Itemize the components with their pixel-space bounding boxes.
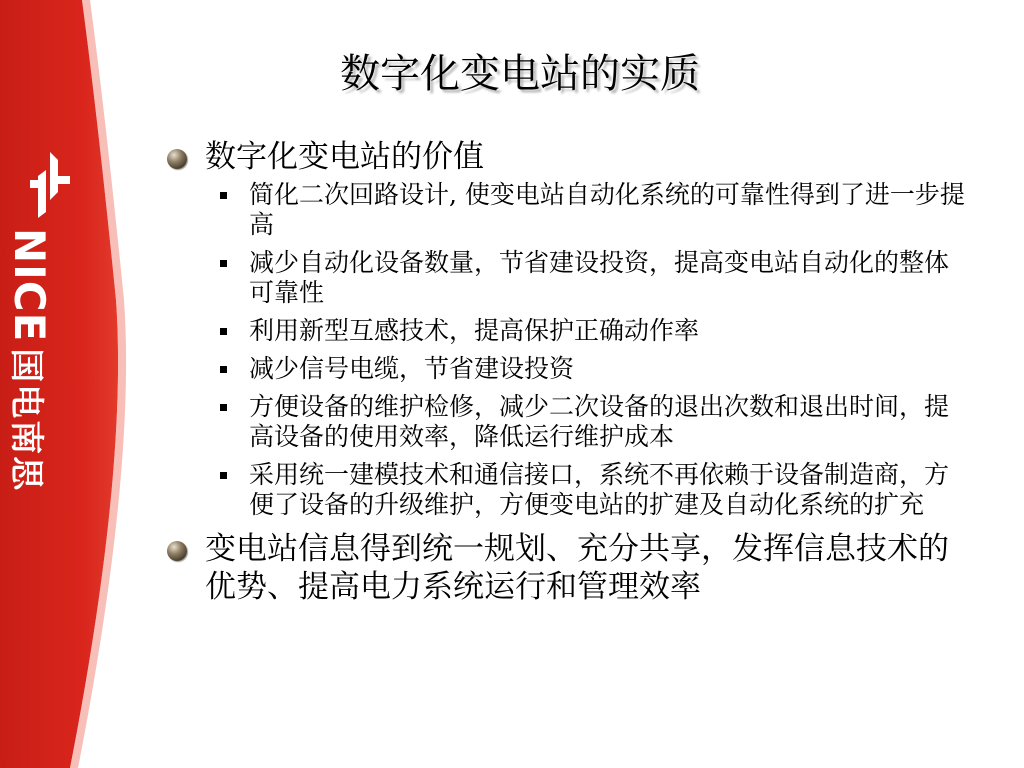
sub-bullet-item bbox=[205, 316, 965, 346]
logo-latin-text: NICE bbox=[5, 228, 54, 343]
sub-bullet-text: 简化二次回路设计, 使变电站自动化系统的可靠性得到了进一步提高 bbox=[249, 180, 965, 239]
sphere-bullet-icon bbox=[167, 149, 187, 169]
main-bullet-text: 数字化变电站的价值 bbox=[205, 139, 484, 175]
square-bullet-icon bbox=[220, 366, 227, 373]
square-bullet-icon bbox=[220, 260, 227, 267]
sub-bullet-item bbox=[205, 248, 965, 308]
slide-content bbox=[165, 138, 965, 606]
sub-bullet-text: 方便设备的维护检修，减少二次设备的退出次数和退出时间，提高设备的使用效率，降低运行维护成本 bbox=[249, 392, 950, 451]
square-bullet-icon bbox=[220, 192, 227, 199]
logo-chinese-text: 国电南思 bbox=[6, 348, 46, 493]
logo-wordmark bbox=[5, 228, 54, 493]
square-bullet-icon bbox=[220, 404, 227, 411]
sub-bullet-item bbox=[205, 460, 965, 520]
sub-bullet-text: 减少自动化设备数量，节省建设投资，提高变电站自动化的整体可靠性 bbox=[249, 248, 950, 307]
square-bullet-icon bbox=[220, 328, 227, 335]
sub-bullet-item bbox=[205, 392, 965, 452]
sphere-bullet-icon bbox=[167, 541, 187, 561]
slide-title: 数字化变电站的实质 bbox=[340, 51, 700, 97]
sub-bullet-item bbox=[205, 354, 965, 384]
sub-bullet-list bbox=[205, 180, 965, 520]
main-bullet-value bbox=[165, 138, 965, 520]
nice-logo-mark-icon bbox=[24, 150, 76, 220]
square-bullet-icon bbox=[220, 472, 227, 479]
sub-bullet-text: 减少信号电缆，节省建设投资 bbox=[249, 354, 575, 383]
sub-bullet-item bbox=[205, 180, 965, 240]
sub-bullet-text: 利用新型互感技术，提高保护正确动作率 bbox=[249, 316, 700, 345]
main-bullet-information bbox=[165, 530, 965, 606]
main-bullet-text: 变电站信息得到统一规划、充分共享，发挥信息技术的优势、提高电力系统运行和管理效率 bbox=[205, 531, 949, 605]
sub-bullet-text: 采用统一建模技术和通信接口，系统不再依赖于设备制造商，方便了设备的升级维护，方便变电站的扩建及自动化系统的扩充 bbox=[249, 460, 950, 519]
company-logo bbox=[5, 150, 82, 493]
